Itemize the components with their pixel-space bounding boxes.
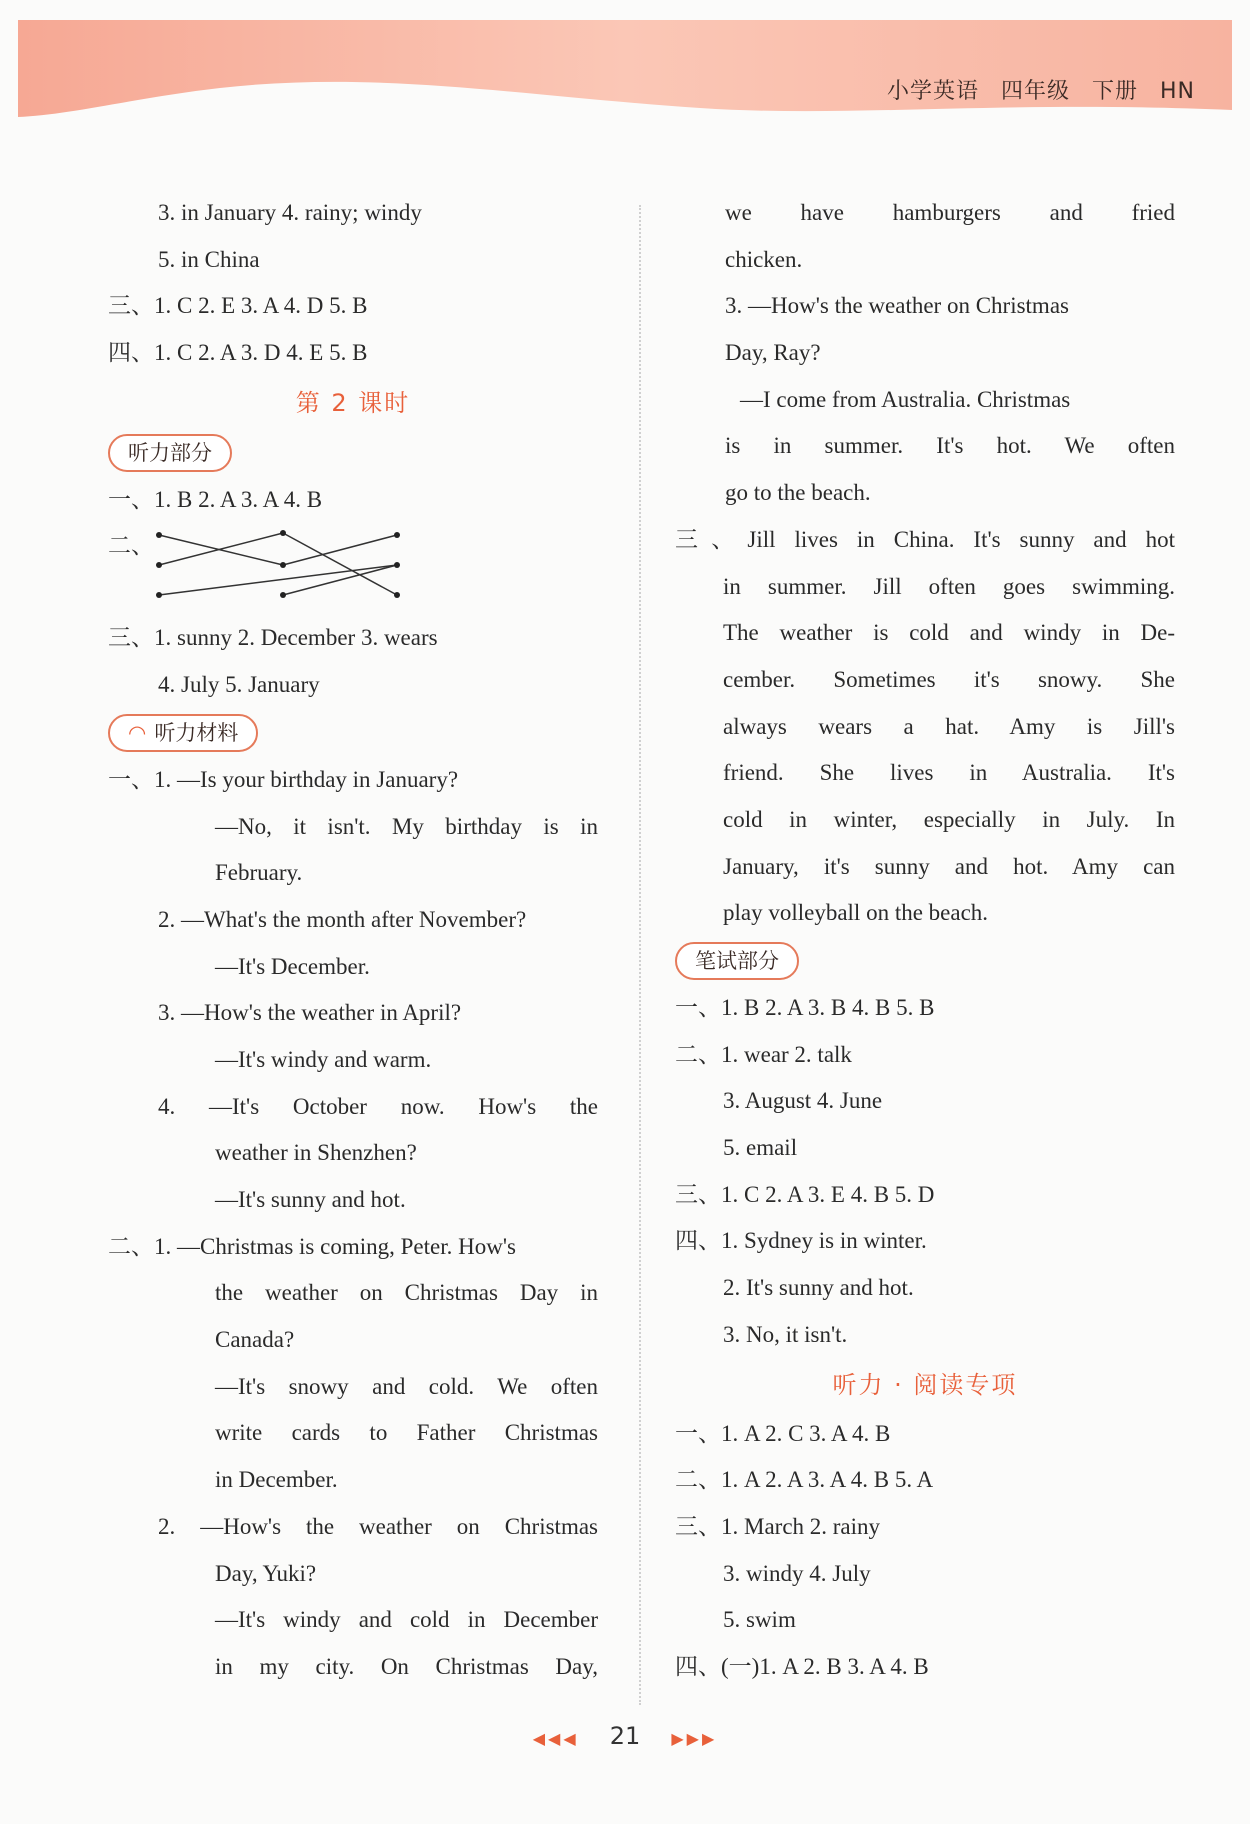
answer-line: cember. Sometimes it's snowy. She (723, 666, 1175, 692)
section-label-row (108, 709, 598, 757)
answer-line: 二、1. —Christmas is coming, Peter. How's (108, 1233, 516, 1259)
answer-line: in summer. Jill often goes swimming. (723, 573, 1175, 599)
next-arrows-icon: ▶▶▶ (671, 1729, 718, 1748)
prev-arrows-icon: ◀◀◀ (532, 1729, 579, 1748)
matching-line (283, 535, 397, 565)
header-banner (0, 0, 1250, 130)
answer-line: play volleyball on the beach. (723, 900, 989, 926)
answer-line: —I come from Australia. Christmas (740, 386, 1071, 412)
answer-line: 二、1. wear 2. talk (675, 1041, 852, 1067)
answer-line: —No, it isn't. My birthday is in (215, 813, 598, 839)
section-title: 第 2 课时 (295, 388, 411, 417)
matching-dot (394, 562, 400, 568)
section-label-text: 听力部分 (128, 440, 212, 465)
matching-dot (280, 562, 286, 568)
answer-line: 三、Jill lives in China. It's sunny and hot (675, 526, 1175, 552)
headphones-icon: ◠ (128, 720, 147, 745)
answer-line: February. (215, 860, 303, 886)
matching-dot (394, 532, 400, 538)
answer-line: 四、1. Sydney is in winter. (675, 1228, 927, 1254)
matching-lines (156, 523, 416, 615)
answer-line: 2. —What's the month after November? (158, 906, 527, 932)
right-column (675, 190, 1175, 1691)
section-label-text: 笔试部分 (695, 949, 779, 973)
answer-line: 3. No, it isn't. (723, 1321, 848, 1347)
answer-line: January, it's sunny and hot. Amy can (723, 853, 1175, 879)
answer-line: 二、1. A 2. A 3. A 4. B 5. A (675, 1467, 934, 1493)
matching-dot (280, 592, 286, 598)
answer-line: in December. (215, 1467, 338, 1493)
answer-line: 三、1. C 2. A 3. E 4. B 5. D (675, 1181, 935, 1207)
answer-line: 4. —It's October now. How's the (158, 1093, 598, 1119)
answer-line: 一、1. —Is your birthday in January? (108, 766, 459, 792)
matching-dot (156, 592, 162, 598)
answer-line: —It's sunny and hot. (215, 1187, 406, 1212)
answer-line: 一、1. B 2. A 3. B 4. B 5. B (675, 995, 935, 1020)
left-column (108, 190, 598, 1691)
answer-line: 5. swim (723, 1607, 796, 1633)
matching-exercise (108, 523, 598, 615)
section-label-row (108, 429, 598, 477)
answer-line: 三、1. March 2. rainy (675, 1513, 881, 1539)
answer-line: in my city. On Christmas Day, (215, 1653, 598, 1679)
answer-line: 3. in January 4. rainy; windy (158, 200, 422, 225)
section-label (675, 942, 799, 980)
column-divider (639, 205, 641, 1705)
answer-line: 三、1. C 2. E 3. A 4. D 5. B (108, 293, 368, 319)
matching-dot (394, 592, 400, 598)
answer-line: 5. email (723, 1135, 798, 1161)
page-number: 21 (609, 1722, 641, 1750)
answer-line: always wears a hat. Amy is Jill's (723, 713, 1175, 739)
answer-line: 2. —How's the weather on Christmas (158, 1513, 598, 1539)
matching-line (283, 533, 397, 595)
answer-line: Day, Ray? (725, 340, 821, 366)
answer-line: 一、1. A 2. C 3. A 4. B (675, 1420, 891, 1446)
section-label-row (675, 937, 1175, 985)
matching-dot (156, 562, 162, 568)
section-label (108, 714, 258, 752)
page-footer (0, 1722, 1250, 1750)
answer-line: Canada? (215, 1327, 295, 1353)
answer-line: 5. in China (158, 246, 260, 272)
answer-line: —It's snowy and cold. We often (215, 1373, 598, 1399)
matching-line (159, 565, 397, 595)
answer-line: chicken. (725, 246, 803, 272)
answer-line: 3. August 4. June (723, 1088, 883, 1114)
answer-line: —It's windy and cold in December (215, 1607, 598, 1633)
answer-line: 四、(一)1. A 2. B 3. A 4. B (675, 1653, 929, 1679)
section-title: 听力 · 阅读专项 (832, 1370, 1018, 1399)
matching-line (283, 565, 397, 595)
matching-dot (156, 532, 162, 538)
answer-line: 4. July 5. January (158, 672, 320, 698)
answer-line: The weather is cold and windy in De- (723, 620, 1175, 646)
answer-line: the weather on Christmas Day in (215, 1280, 598, 1306)
answer-line: cold in winter, especially in July. In (723, 806, 1175, 832)
answer-line: 3. —How's the weather on Christmas (725, 293, 1069, 319)
answer-line: 3. windy 4. July (723, 1560, 871, 1586)
answer-line: friend. She lives in Australia. It's (723, 760, 1175, 786)
answer-line: 三、1. sunny 2. December 3. wears (108, 625, 438, 651)
answer-line: we have hamburgers and fried (725, 200, 1175, 225)
answer-line: Day, Yuki? (215, 1560, 317, 1586)
answer-line: 一、1. B 2. A 3. A 4. B (108, 486, 323, 512)
answer-line: —It's December. (215, 953, 370, 979)
book-title: 小学英语 四年级 下册 HN (887, 79, 1195, 104)
section-label (108, 434, 232, 472)
answer-line: weather in Shenzhen? (215, 1140, 417, 1166)
answer-line: is in summer. It's hot. We often (725, 433, 1175, 459)
answer-line: 3. —How's the weather in April? (158, 1000, 462, 1026)
answer-line: write cards to Father Christmas (215, 1420, 598, 1446)
matching-dot (280, 530, 286, 536)
answer-line: 四、1. C 2. A 3. D 4. E 5. B (108, 340, 368, 366)
answer-line: —It's windy and warm. (215, 1046, 432, 1072)
section-label-text: 听力材料 (154, 720, 239, 745)
answer-line: 2. It's sunny and hot. (723, 1275, 914, 1301)
matching-label: 二、 (108, 533, 154, 559)
answer-line: go to the beach. (725, 480, 871, 506)
